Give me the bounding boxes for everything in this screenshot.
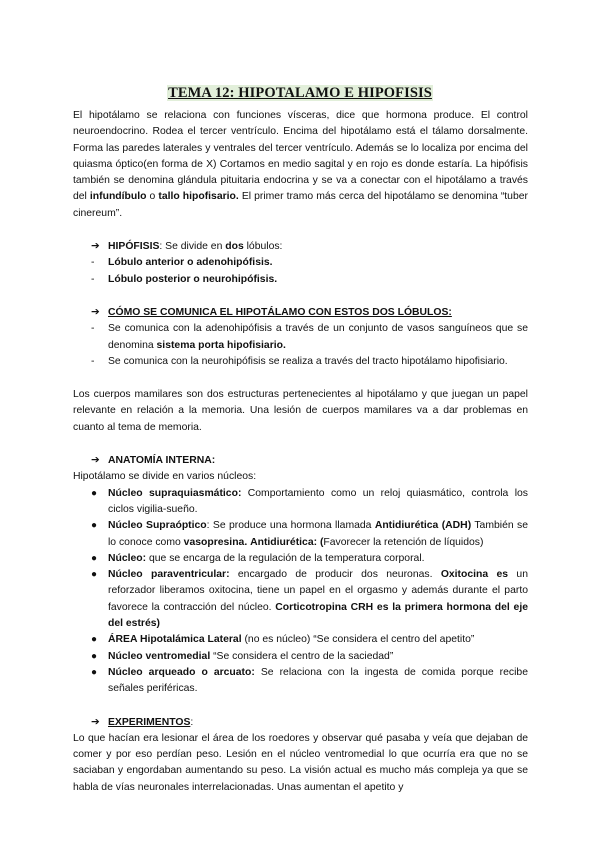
text-run: Lóbulo anterior o adenohipófisis.	[108, 257, 273, 269]
text-run: encargado de producir dos neuronas.	[229, 569, 441, 581]
list-item	[73, 272, 528, 288]
text-run: Núcleo supraquiasmático:	[108, 487, 242, 499]
dash-icon: -	[91, 273, 95, 285]
text-run: infundíbulo	[89, 191, 147, 203]
bullet-icon: ●	[91, 552, 98, 564]
text-run: vasopresina.	[183, 536, 248, 548]
experimentos-paragraph	[73, 731, 528, 796]
text-run: que se encarga de la regulación de la temperatura corporal.	[146, 552, 425, 564]
bullet-icon: ●	[91, 569, 98, 581]
mamilares-paragraph	[73, 387, 528, 436]
hipofisis-heading	[91, 239, 528, 255]
text-run: dos	[225, 241, 244, 253]
text-run: Se comunica con la adenohipófisis a través de un conjunto de vasos sanguíneos que se denomina	[108, 323, 528, 351]
list-item	[73, 665, 528, 698]
text-run: :	[190, 716, 194, 728]
bullet-icon: ●	[91, 666, 98, 678]
text-run: Núcleo paraventricular:	[108, 569, 230, 581]
text-run: Lo que hacían era lesionar el área de los roedores y observar qué pasaba y veía que dejaban de comer y por eso perdían peso. Lesión en el núcleo ventromedial lo que ocurría era que no se saciaban y engordaban aumentando su peso. La visión actual es mucho más compleja ya que se habla de vías neuronales interrelacionadas. Unas aumentan el apetito y	[73, 732, 528, 793]
arrow-icon: ➔	[91, 455, 100, 467]
list-item	[73, 632, 528, 648]
text-run: Antidiurética (ADH)	[374, 520, 472, 532]
list-item	[73, 551, 528, 567]
text-run: EXPERIMENTOS	[108, 716, 191, 728]
text-run: tallo hipofisario.	[158, 191, 239, 203]
text-run: Hipotálamo se divide en varios núcleos:	[73, 471, 257, 483]
text-run: lóbulos:	[243, 241, 283, 253]
arrow-icon: ➔	[91, 306, 100, 318]
text-run: sistema porta hipofisiario.	[156, 339, 286, 351]
text-run: Núcleo arqueado o arcuato:	[108, 666, 255, 678]
text-run: Favorecer la retención de líquidos)	[323, 536, 484, 548]
dash-icon: -	[91, 323, 95, 335]
intro-paragraph	[73, 108, 528, 222]
text-run: Núcleo ventromedial	[108, 650, 211, 662]
bullet-icon: ●	[91, 520, 98, 532]
anatomia-list	[73, 486, 528, 698]
text-run: o	[146, 191, 159, 203]
hipofisis-list	[73, 255, 528, 288]
arrow-icon: ➔	[91, 241, 100, 253]
list-item	[73, 321, 528, 354]
text-run: Comportamiento como un reloj quiasmático, controla los ciclos vigilia-sueño.	[108, 487, 528, 515]
text-run: (no es núcleo) “Se considera el centro del apetito”	[241, 634, 475, 646]
experimentos-heading	[91, 715, 528, 731]
comunica-heading	[91, 305, 528, 321]
text-run: HIPÓFISIS	[108, 241, 160, 253]
bullet-icon: ●	[91, 650, 98, 662]
bullet-icon: ●	[91, 487, 98, 499]
dash-icon: -	[91, 257, 95, 269]
comunica-list	[73, 321, 528, 370]
list-item	[73, 567, 528, 632]
list-item	[73, 354, 528, 370]
dash-icon: -	[91, 355, 95, 367]
anatomia-heading	[91, 453, 528, 469]
bullet-icon: ●	[91, 634, 98, 646]
list-item	[73, 255, 528, 271]
text-run: Oxitocina es	[440, 569, 509, 581]
document-body	[73, 108, 528, 796]
text-run: ÁREA Hipotalámica Lateral	[108, 634, 242, 646]
text-run: CÓMO SE COMUNICA EL HIPOTÁLAMO CON ESTOS DOS LÓBULOS:	[108, 306, 452, 318]
text-run: Se relaciona con la ingesta de comida porque recibe señales periféricas.	[108, 666, 528, 695]
text-run: El hipotálamo se relaciona con funciones vísceras, dice que hormona produce. El control neuroendocrino. Rodea el tercer ventrículo. Encima del hipotálamo está el tálamo dorsalmente. Forma las paredes laterales y ventrales del tercer ventrículo. Además se lo localiza por encima del quiasma óptico(en forma de X) Cortamos en medio sagital y en rojo es donde estaría. La hipófisis también se denomina glándula pituitaria endocrina y se va a conectar con el hipotálamo a través del	[73, 110, 528, 203]
page-title-wrapper	[0, 84, 600, 102]
text-run: Se comunica con la neurohipófisis se realiza a través del tracto hipotálamo hipofisiario.	[108, 355, 508, 367]
text-run: Núcleo:	[108, 552, 147, 564]
text-run: Antidiurética: (	[250, 536, 324, 548]
text-run: El primer tramo más cerca del hipotálamo se denomina “tuber cinereum”.	[73, 191, 528, 219]
text-run: ANATOMÍA INTERNA:	[108, 455, 216, 467]
text-run: Los cuerpos mamilares son dos estructuras pertenecientes al hipotálamo y que juegan un papel relevante en relación a la memoria. Una lesión de cuerpos mamilares va a dar problemas en cuanto al tema de memoria.	[73, 389, 528, 433]
list-item	[73, 649, 528, 665]
text-run: un reforzador liberamos oxitocina, tiene un papel en el orgasmo y además durante el parto favorece la contracción del núcleo.	[108, 569, 528, 613]
text-run: “Se considera el centro de la saciedad”	[210, 650, 394, 662]
text-run: : Se divide en	[159, 241, 226, 253]
text-run: Núcleo Supraóptico	[108, 520, 207, 532]
list-item	[73, 518, 528, 551]
text-run: Corticotropina CRH es la primera hormona del eje del estrés)	[108, 601, 529, 630]
anatomia-subline	[73, 469, 528, 485]
list-item	[73, 486, 528, 519]
page-title: TEMA 12: HIPOTALAMO E HIPOFISIS	[168, 85, 432, 101]
arrow-icon: ➔	[91, 716, 100, 728]
text-run: : Se produce una hormona llamada	[206, 520, 375, 532]
text-run: Lóbulo posterior o neurohipófisis.	[108, 273, 278, 285]
text-run: También se lo conoce como	[108, 520, 528, 548]
